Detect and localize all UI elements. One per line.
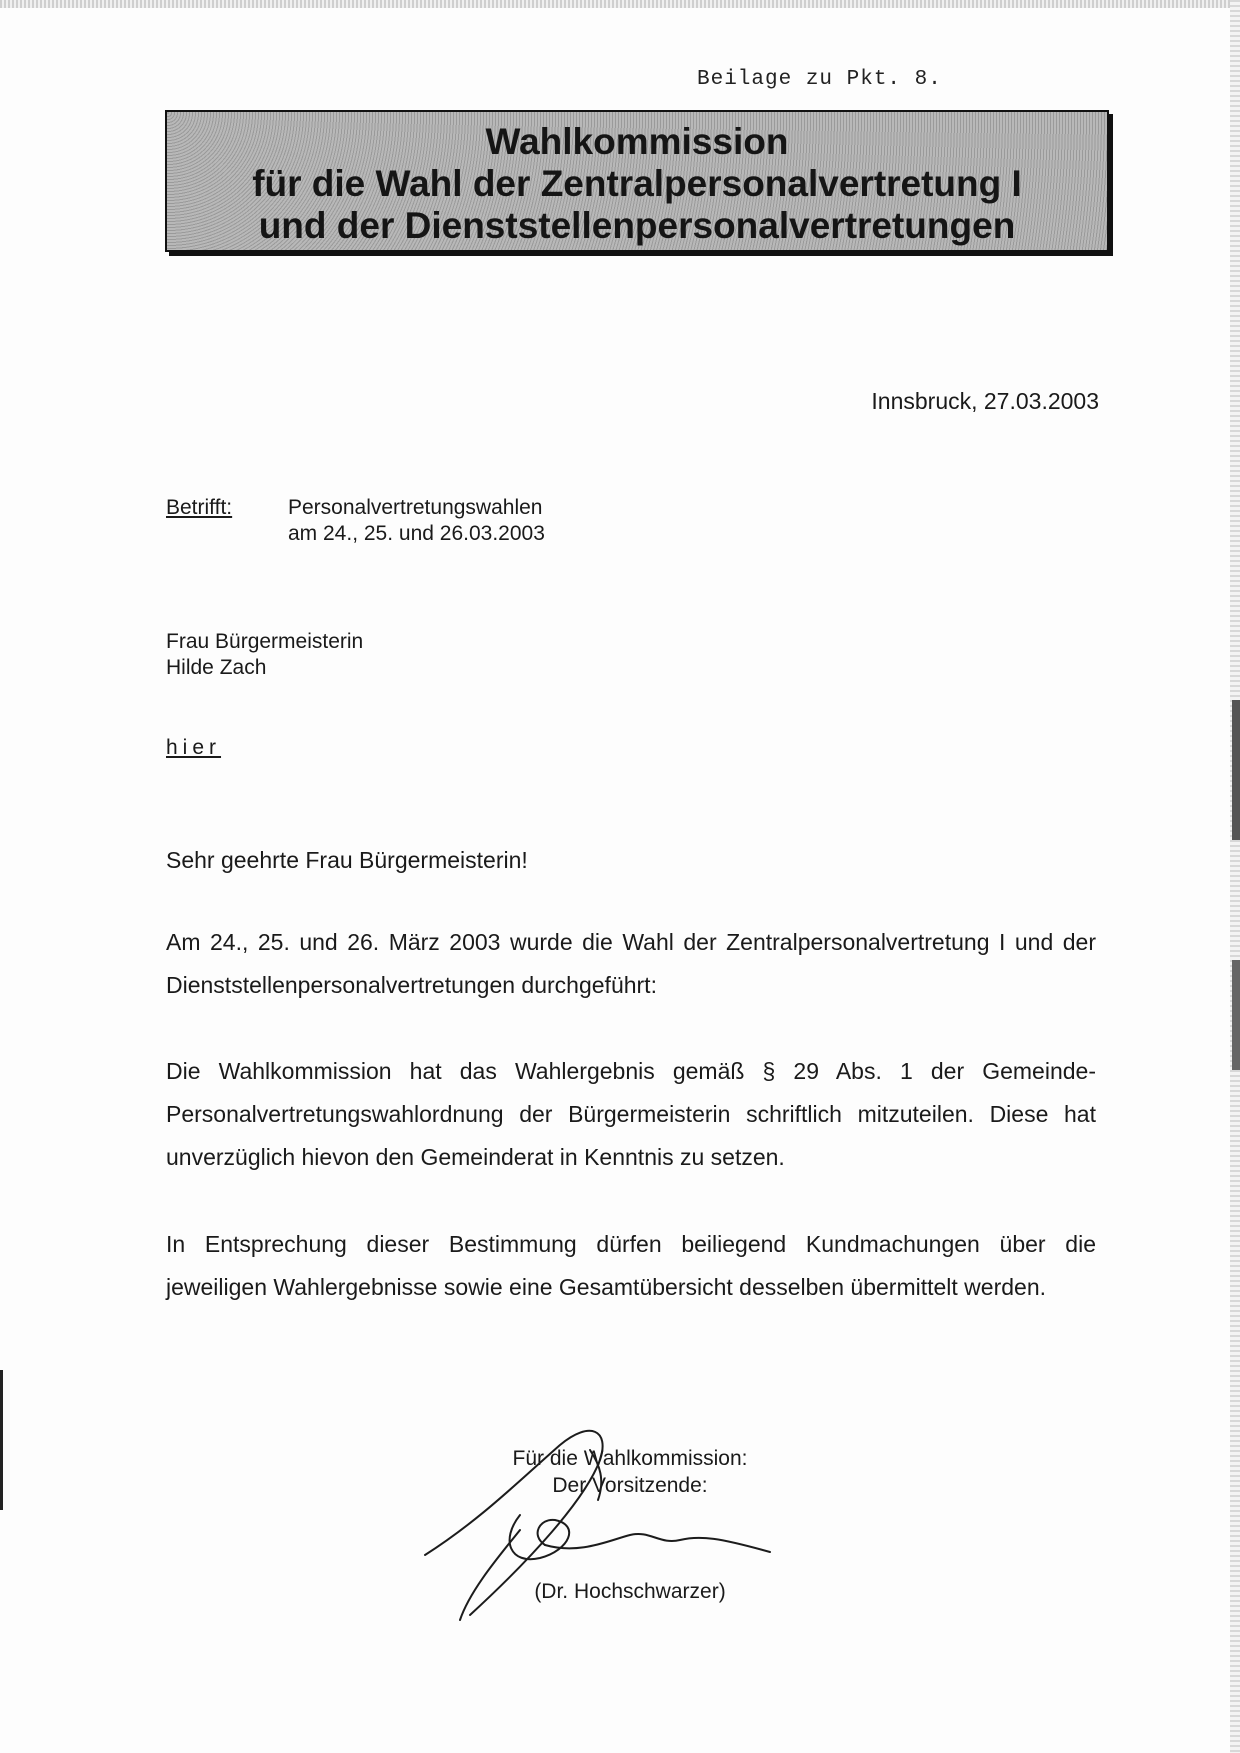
scan-mark: [1232, 700, 1240, 840]
letterhead-subtitle: und der Dienststellenpersonalvertretungen: [258, 205, 1016, 246]
scan-edge-top: [0, 0, 1240, 8]
signature-org: Für die Wahlkommission:: [512, 1447, 748, 1470]
handwritten-note: 15%: [1095, 821, 1189, 870]
recipient-name: Hilde Zach: [166, 656, 267, 679]
recipient-title: Frau Bürgermeisterin: [166, 630, 364, 653]
scan-mark: [0, 1370, 3, 1510]
handwritten-note: 85%: [1105, 763, 1186, 804]
letterhead-subtitle: für die Wahl der Zentralpersonalvertretung I: [252, 163, 1022, 204]
scan-edge-right: [1230, 0, 1240, 1753]
place-date: Innsbruck, 27.03.2003: [871, 388, 1099, 414]
handwritten-date: 27.3.03: [820, 616, 1004, 672]
body-paragraph: Am 24., 25. und 26. März 2003 wurde die Wahl der Zentralpersonalvertretung I und der Dienststellenpersonalvertretungen durchgeführt:: [166, 929, 1096, 998]
recipient-location: hier: [166, 736, 222, 759]
attachment-note: Beilage zu Pkt. 8.: [697, 68, 942, 91]
subject-label: Betrifft:: [166, 496, 233, 519]
handwritten-note: FCG: [870, 764, 961, 810]
salutation: Sehr geehrte Frau Bürgermeisterin!: [166, 847, 528, 873]
subject-text: Personalvertretungswahlen: [288, 496, 543, 519]
scan-mark: [1232, 960, 1240, 1070]
body-paragraph: Die Wahlkommission hat das Wahlergebnis gemäß § 29 Abs. 1 der Gemeinde-Personalvertretungswahlordnung der Bürgermeisterin schriftlich mitzuteilen. Diese hat unverzüglich hievon den Gemeinderat in Kenntnis zu setzen.: [166, 1058, 1096, 1170]
body-paragraph: In Entsprechung dieser Bestimmung dürfen beiliegend Kundmachungen über die jeweiligen Wahlergebnisse sowie eine Gesamtübersicht desselben übermittelt werden.: [166, 1231, 1096, 1300]
handwritten-initials: z.K., Jol: [800, 540, 1040, 613]
signature-role: Der Vorsitzende:: [552, 1474, 708, 1497]
signature-name: (Dr. Hochschwarzer): [534, 1580, 726, 1603]
letterhead-title: Wahlkommission: [485, 121, 789, 162]
subject-text: am 24., 25. und 26.03.2003: [288, 522, 545, 545]
handwritten-note: WA 61%: [850, 712, 1046, 766]
letterhead-box: [165, 110, 1109, 252]
